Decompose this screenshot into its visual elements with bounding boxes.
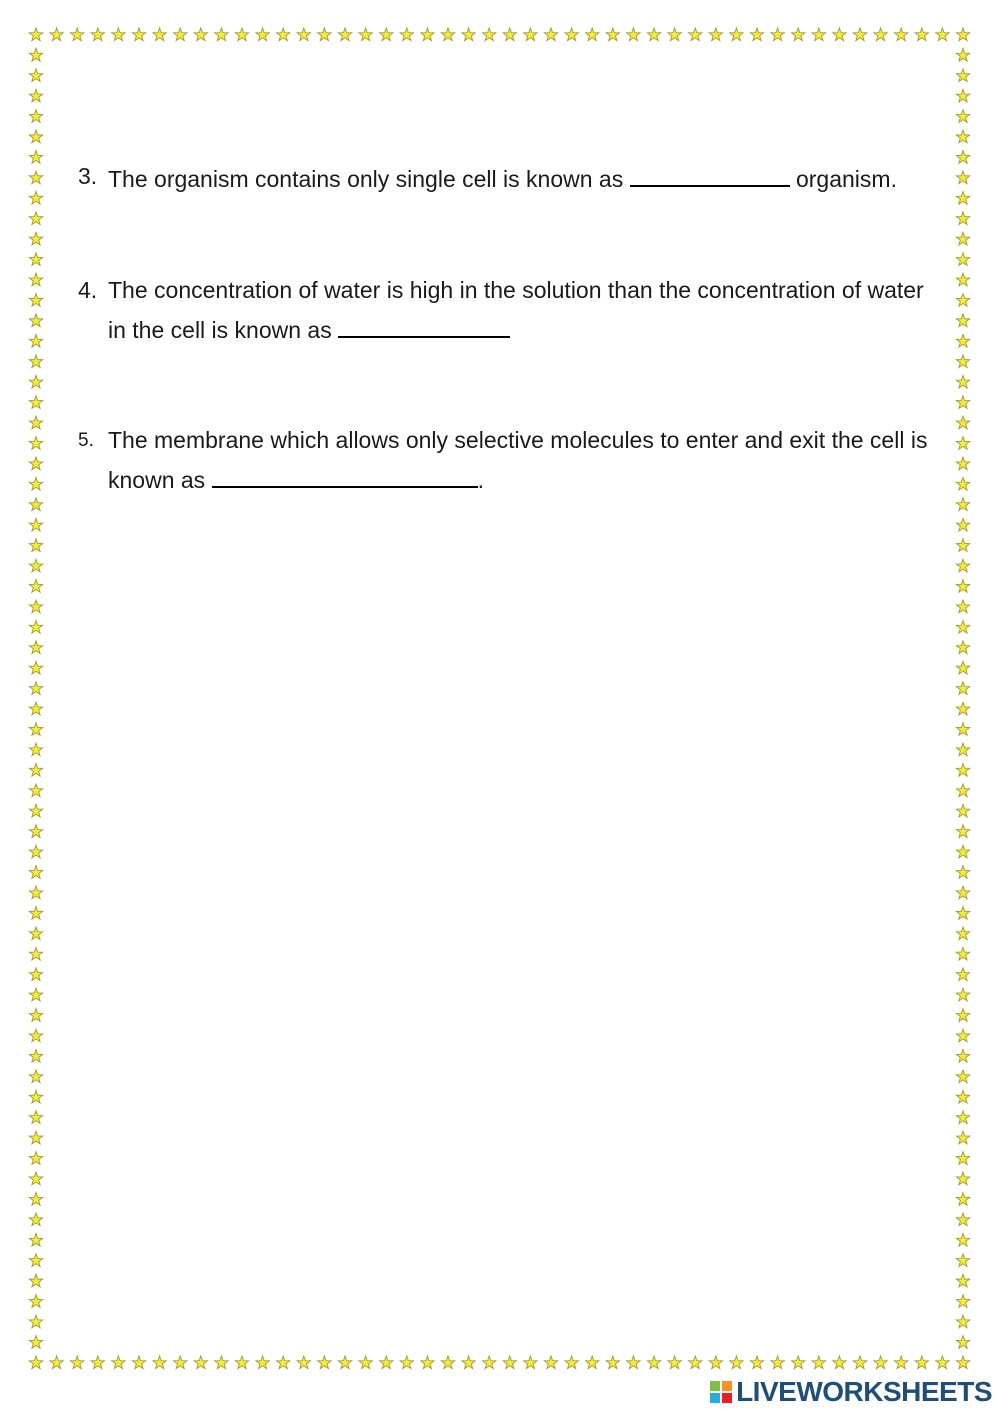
star-icon <box>956 110 969 123</box>
star-icon <box>853 1356 866 1369</box>
star-icon <box>833 28 846 41</box>
star-icon <box>956 620 969 633</box>
star-icon <box>812 1356 825 1369</box>
star-icon <box>956 1131 969 1144</box>
star-icon <box>174 28 187 41</box>
star-icon <box>29 1213 42 1226</box>
star-icon <box>792 28 805 41</box>
star-icon <box>771 1356 784 1369</box>
star-icon <box>956 641 969 654</box>
question-4 <box>78 272 938 349</box>
star-icon <box>29 355 42 368</box>
star-icon <box>483 28 496 41</box>
star-icon <box>956 1356 969 1369</box>
star-icon <box>29 1356 42 1369</box>
question-5 <box>78 422 938 499</box>
star-icon <box>956 784 969 797</box>
star-icon <box>29 314 42 327</box>
star-icon <box>235 1356 248 1369</box>
star-icon <box>29 69 42 82</box>
star-icon <box>29 1254 42 1267</box>
star-icon <box>91 1356 104 1369</box>
star-icon <box>689 1356 702 1369</box>
star-icon <box>29 232 42 245</box>
star-icon <box>29 191 42 204</box>
star-icon <box>936 28 949 41</box>
star-icon <box>895 1356 908 1369</box>
star-icon <box>194 1356 207 1369</box>
star-icon <box>194 28 207 41</box>
question-text: The organism contains only single cell is known as organism. <box>108 158 938 198</box>
star-icon <box>627 28 640 41</box>
star-icon <box>462 1356 475 1369</box>
star-icon <box>29 1274 42 1287</box>
liveworksheets-logo <box>710 1375 992 1409</box>
star-icon <box>29 253 42 266</box>
star-icon <box>956 1111 969 1124</box>
star-icon <box>29 620 42 633</box>
star-icon <box>956 232 969 245</box>
star-icon <box>874 28 887 41</box>
star-icon <box>338 1356 351 1369</box>
star-icon <box>627 1356 640 1369</box>
star-icon <box>956 600 969 613</box>
star-icon <box>29 171 42 184</box>
star-icon <box>29 1233 42 1246</box>
star-icon <box>689 28 702 41</box>
star-icon <box>29 518 42 531</box>
star-icon <box>29 375 42 388</box>
star-icon <box>441 28 454 41</box>
star-icon <box>956 968 969 981</box>
star-icon <box>29 886 42 899</box>
star-icon <box>277 1356 290 1369</box>
star-icon <box>956 988 969 1001</box>
star-icon <box>235 28 248 41</box>
star-icon <box>833 1356 846 1369</box>
star-icon <box>29 1029 42 1042</box>
star-icon <box>29 294 42 307</box>
star-icon <box>956 927 969 940</box>
star-icon <box>956 1152 969 1165</box>
star-icon <box>29 988 42 1001</box>
star-icon <box>112 1356 125 1369</box>
question-text: The membrane which allows only selective molecules to enter and exit the cell is known as . <box>108 427 928 493</box>
star-icon <box>29 1070 42 1083</box>
star-icon <box>359 28 372 41</box>
star-icon <box>29 559 42 572</box>
star-icon <box>956 682 969 695</box>
star-icon <box>915 28 928 41</box>
star-icon <box>956 580 969 593</box>
star-icon <box>29 784 42 797</box>
star-icon <box>956 498 969 511</box>
star-icon <box>956 702 969 715</box>
star-icon <box>956 518 969 531</box>
star-icon <box>956 314 969 327</box>
star-icon <box>318 28 331 41</box>
star-icon <box>29 396 42 409</box>
star-icon <box>915 1356 928 1369</box>
star-icon <box>956 866 969 879</box>
star-icon <box>338 28 351 41</box>
star-icon <box>956 273 969 286</box>
question-3 <box>78 158 938 198</box>
star-icon <box>956 294 969 307</box>
question-number: 4. <box>78 277 98 303</box>
star-icon <box>297 1356 310 1369</box>
star-icon <box>668 1356 681 1369</box>
star-icon <box>29 457 42 470</box>
star-icon <box>29 437 42 450</box>
star-icon <box>29 416 42 429</box>
star-icon <box>895 28 908 41</box>
star-icon <box>730 1356 743 1369</box>
star-icon <box>750 1356 763 1369</box>
star-icon <box>29 28 42 41</box>
star-icon <box>956 28 969 41</box>
star-icon <box>256 1356 269 1369</box>
answer-blank[interactable] <box>212 459 478 488</box>
star-icon <box>29 845 42 858</box>
question-number: 5. <box>78 430 94 451</box>
star-icon <box>544 28 557 41</box>
star-icon <box>29 89 42 102</box>
star-icon <box>606 1356 619 1369</box>
star-icon <box>29 1315 42 1328</box>
star-icon <box>29 600 42 613</box>
star-icon <box>29 580 42 593</box>
star-icon <box>956 661 969 674</box>
star-icon <box>29 1172 42 1185</box>
star-icon <box>606 28 619 41</box>
star-icon <box>956 1193 969 1206</box>
star-icon <box>956 355 969 368</box>
star-icon <box>956 1254 969 1267</box>
star-icon <box>29 1336 42 1349</box>
star-icon <box>647 1356 660 1369</box>
star-icon <box>956 334 969 347</box>
star-icon <box>400 28 413 41</box>
star-icon <box>792 1356 805 1369</box>
star-icon <box>956 1315 969 1328</box>
star-icon <box>441 1356 454 1369</box>
star-icon <box>544 1356 557 1369</box>
star-icon <box>71 1356 84 1369</box>
star-icon <box>29 968 42 981</box>
answer-blank[interactable] <box>338 309 510 338</box>
star-icon <box>318 1356 331 1369</box>
star-icon <box>956 1295 969 1308</box>
star-icon <box>586 1356 599 1369</box>
star-icon <box>29 1009 42 1022</box>
star-icon <box>565 1356 578 1369</box>
answer-blank[interactable] <box>630 158 790 187</box>
star-icon <box>956 89 969 102</box>
star-icon <box>956 743 969 756</box>
star-icon <box>71 28 84 41</box>
star-icon <box>853 28 866 41</box>
star-icon <box>29 1193 42 1206</box>
star-icon <box>215 28 228 41</box>
star-icon <box>112 28 125 41</box>
star-icon <box>956 457 969 470</box>
star-icon <box>256 28 269 41</box>
star-icon <box>503 1356 516 1369</box>
star-icon <box>91 28 104 41</box>
star-icon <box>956 804 969 817</box>
star-icon <box>709 1356 722 1369</box>
star-icon <box>29 764 42 777</box>
star-icon <box>956 375 969 388</box>
star-icon <box>29 212 42 225</box>
star-icon <box>936 1356 949 1369</box>
star-icon <box>297 28 310 41</box>
star-icon <box>380 28 393 41</box>
star-icon <box>29 804 42 817</box>
star-icon <box>956 1090 969 1103</box>
star-icon <box>956 907 969 920</box>
star-icon <box>956 151 969 164</box>
liveworksheets-logo-icon <box>710 1381 732 1403</box>
star-icon <box>956 130 969 143</box>
star-icon <box>586 28 599 41</box>
star-icon <box>956 1172 969 1185</box>
star-icon <box>709 28 722 41</box>
star-icon <box>956 253 969 266</box>
star-icon <box>29 48 42 61</box>
star-icon <box>956 559 969 572</box>
star-icon <box>730 28 743 41</box>
star-icon <box>277 28 290 41</box>
star-icon <box>132 1356 145 1369</box>
star-icon <box>29 661 42 674</box>
star-icon <box>29 682 42 695</box>
star-icon <box>380 1356 393 1369</box>
star-icon <box>215 1356 228 1369</box>
question-number: 3. <box>78 163 98 189</box>
star-icon <box>29 947 42 960</box>
star-icon <box>956 886 969 899</box>
star-icon <box>483 1356 496 1369</box>
star-icon <box>29 273 42 286</box>
star-icon <box>29 539 42 552</box>
star-icon <box>956 416 969 429</box>
star-icon <box>956 1336 969 1349</box>
star-icon <box>956 1233 969 1246</box>
star-icon <box>956 396 969 409</box>
star-icon <box>874 1356 887 1369</box>
star-icon <box>29 1050 42 1063</box>
star-icon <box>524 28 537 41</box>
star-icon <box>956 1009 969 1022</box>
star-icon <box>29 1152 42 1165</box>
star-icon <box>956 947 969 960</box>
star-icon <box>956 171 969 184</box>
logo-text: LIVEWORKSHEETS <box>736 1376 992 1407</box>
star-icon <box>565 28 578 41</box>
star-icon <box>524 1356 537 1369</box>
star-icon <box>956 825 969 838</box>
star-icon <box>956 1070 969 1083</box>
star-icon <box>421 28 434 41</box>
star-icon <box>29 110 42 123</box>
star-icon <box>29 702 42 715</box>
star-icon <box>956 48 969 61</box>
star-icon <box>359 1356 372 1369</box>
star-icon <box>29 743 42 756</box>
star-icon <box>29 866 42 879</box>
star-icon <box>29 151 42 164</box>
star-icon <box>50 1356 63 1369</box>
star-icon <box>503 28 516 41</box>
star-icon <box>956 437 969 450</box>
star-icon <box>812 28 825 41</box>
star-icon <box>29 477 42 490</box>
star-icon <box>50 28 63 41</box>
star-icon <box>29 1295 42 1308</box>
star-icon <box>956 845 969 858</box>
star-icon <box>29 825 42 838</box>
star-icon <box>956 1029 969 1042</box>
star-icon <box>956 191 969 204</box>
star-icon <box>956 69 969 82</box>
star-icon <box>29 927 42 940</box>
star-icon <box>647 28 660 41</box>
star-icon <box>132 28 145 41</box>
star-icon <box>29 1090 42 1103</box>
star-icon <box>29 1111 42 1124</box>
question-text: The concentration of water is high in the solution than the concentration of water in the cell is known as <box>108 277 924 343</box>
star-icon <box>956 477 969 490</box>
star-icon <box>956 723 969 736</box>
star-icon <box>750 28 763 41</box>
star-icon <box>956 1213 969 1226</box>
star-icon <box>421 1356 434 1369</box>
star-icon <box>153 28 166 41</box>
star-icon <box>29 641 42 654</box>
star-icon <box>29 723 42 736</box>
star-icon <box>29 1131 42 1144</box>
star-icon <box>956 1050 969 1063</box>
star-icon <box>956 1274 969 1287</box>
star-icon <box>956 212 969 225</box>
star-icon <box>668 28 681 41</box>
star-icon <box>174 1356 187 1369</box>
star-icon <box>29 907 42 920</box>
star-icon <box>400 1356 413 1369</box>
star-icon <box>153 1356 166 1369</box>
star-icon <box>956 539 969 552</box>
star-icon <box>956 764 969 777</box>
star-icon <box>29 130 42 143</box>
star-icon <box>462 28 475 41</box>
star-icon <box>29 498 42 511</box>
star-icon <box>29 334 42 347</box>
star-icon <box>771 28 784 41</box>
